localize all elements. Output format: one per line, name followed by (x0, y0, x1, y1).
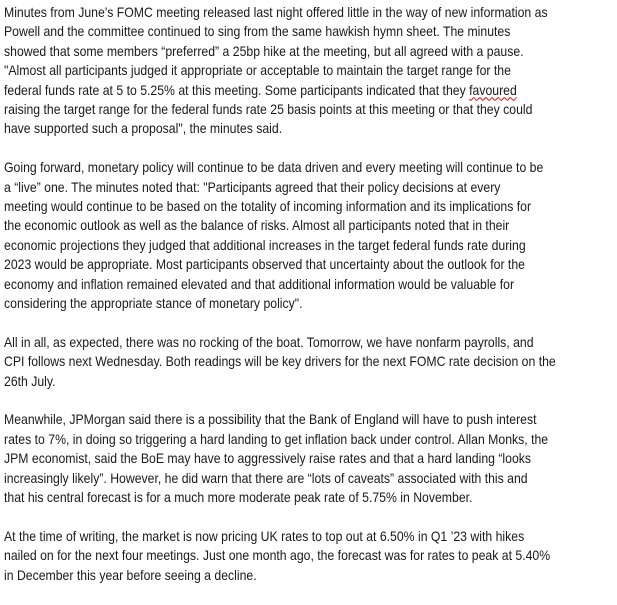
line-text: meeting would continue to be based on the totality of incoming information and its implications for (4, 198, 532, 215)
text-line (4, 197, 556, 216)
text-line (4, 81, 556, 100)
line-text: All in all, as expected, there was no rocking of the boat. Tomorrow, we have nonfarm payrolls, and (4, 333, 534, 350)
paragraph (4, 527, 617, 585)
line-text: in December this year before seeing a decline. (4, 566, 257, 583)
line-text: increasingly likely”. However, he did warn that there are “lots of caveats” associated with this and (4, 469, 528, 486)
line-text: economy and inflation remained elevated and that additional information would be valuable for (4, 275, 515, 292)
line-text: JPM economist, said the BoE may have to aggressively raise rates and that a hard landing “looks (4, 450, 532, 467)
text-line (4, 22, 556, 41)
line-text: the economic outlook as well as the balance of risks. Almost all participants noted that in their (4, 217, 510, 234)
line-text: 26th July. (4, 372, 56, 389)
text-line (4, 178, 556, 197)
text-line (4, 100, 556, 119)
line-text: federal funds rate at 5 to 5.25% at this meeting. Some participants indicated that they (4, 81, 470, 98)
paragraph (4, 158, 617, 313)
line-text: 2023 would be appropriate. Most participants observed that uncertainty about the outlook for the (4, 256, 525, 273)
line-text: rates to 7%, in doing so triggering a hard landing to get inflation back under control. Allan Monks, the (4, 430, 549, 447)
text-line (4, 61, 556, 80)
line-text: Meanwhile, JPMorgan said there is a possibility that the Bank of England will have to push interest (4, 411, 537, 428)
text-line (4, 488, 556, 507)
text-line (4, 3, 556, 22)
text-line (4, 119, 556, 138)
text-line (4, 430, 556, 449)
text-line (4, 255, 556, 274)
line-text: "Almost all participants judged it appropriate or acceptable to maintain the target range for the (4, 62, 511, 79)
line-text: that his central forecast is for a much more moderate peak rate of 5.75% in November. (4, 489, 473, 506)
text-line (4, 158, 556, 177)
text-line (4, 294, 556, 313)
text-line (4, 372, 556, 391)
text-line (4, 469, 556, 488)
text-line (4, 352, 556, 371)
line-text: CPI follows next Wednesday. Both readings will be key drivers for the next FOMC rate decision on the (4, 353, 556, 370)
text-line (4, 275, 556, 294)
text-line (4, 566, 556, 585)
line-text: considering the appropriate stance of monetary policy". (4, 295, 303, 312)
line-text: At the time of writing, the market is now pricing UK rates to top out at 6.50% in Q1 ’23 with hikes (4, 527, 525, 544)
line-text: raising the target range for the federal funds rate 25 basis points at this meeting or that they could (4, 101, 533, 118)
text-line (4, 333, 556, 352)
misspelled-word[interactable]: favoured (469, 81, 517, 98)
line-text: Powell and the committee continued to sing from the same hawkish hymn sheet. The minutes (4, 23, 511, 40)
paragraph (4, 410, 617, 507)
text-line (4, 236, 556, 255)
text-line (4, 42, 556, 61)
line-text: nailed on for the next four meetings. Just one month ago, the forecast was for rates to peak at 5.40% (4, 547, 551, 564)
text-line (4, 546, 556, 565)
text-line (4, 449, 556, 468)
line-text: a “live” one. The minutes noted that: "Participants agreed that their policy decisions at every (4, 178, 501, 195)
line-text: have supported such a proposal", the minutes said. (4, 120, 283, 137)
line-text: economic projections they judged that additional increases in the target federal funds rate during (4, 236, 526, 253)
text-line (4, 527, 556, 546)
document-body (4, 3, 617, 605)
line-text: Minutes from June’s FOMC meeting released last night offered little in the way of new information as (4, 4, 548, 20)
paragraph (4, 333, 617, 391)
paragraph (4, 3, 617, 139)
line-text: showed that some members “preferred” a 25bp hike at the meeting, but all agreed with a pause. (4, 42, 524, 59)
text-line (4, 216, 556, 235)
text-line (4, 410, 556, 429)
line-text: Going forward, monetary policy will continue to be data driven and every meeting will continue to be (4, 159, 544, 176)
